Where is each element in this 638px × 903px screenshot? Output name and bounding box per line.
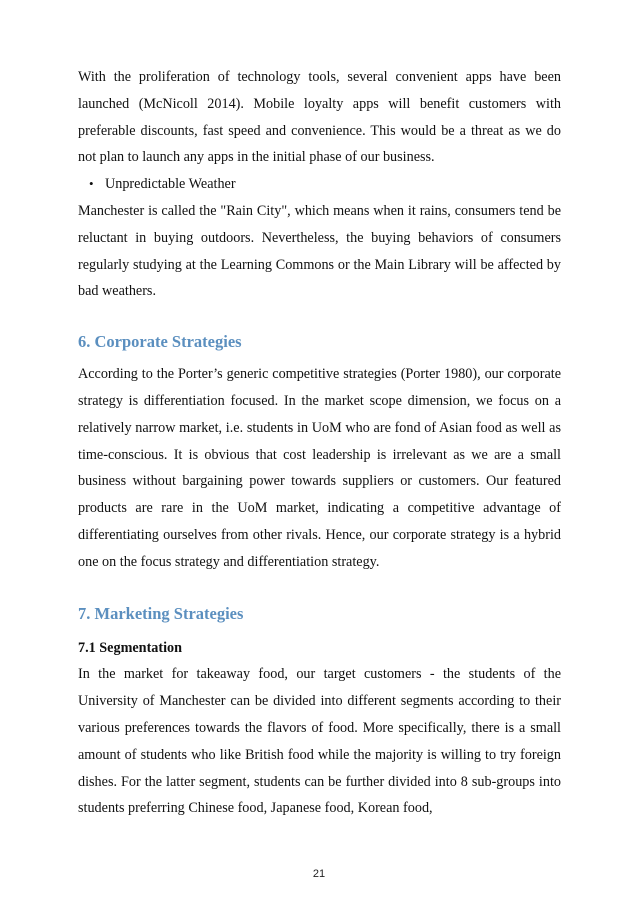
section-6-paragraph: According to the Porter’s generic competitive strategies (Porter 1980), our corporate strategy is differentiation focused. In the market scope dimension, we focus on a relatively narrow market, i.e. students in UoM who are fond of Asian food as well as time-conscious. It is obvious that cost leadership is irrelevant as we are a small business without bargaining power towards suppliers or customers. Our featured products are rare in the UoM market, indicating a competitive advantage of differentiating ourselves from other rivals. Hence, our corporate strategy is a hybrid one on the focus strategy and differentiation strategy. — [78, 366, 561, 570]
subsection-7-1-heading: 7.1 Segmentation — [78, 639, 183, 656]
bullet-label: Unpredictable Weather — [105, 176, 236, 193]
page-number: 21 — [312, 868, 326, 880]
section-7-heading: 7. Marketing Strategies — [78, 603, 244, 623]
document-page — [78, 64, 561, 822]
bullet-item-weather — [78, 171, 561, 198]
intro-paragraph: With the proliferation of technology tools, several convenient apps have been launched (McNicoll 2014). Mobile loyalty apps will benefit customers with preferable discounts, fast speed and convenience. This would be a threat as we do not plan to launch any apps in the initial phase of our business. — [78, 69, 561, 166]
weather-paragraph: Manchester is called the "Rain City", which means when it rains, consumers tend be reluctant in buying outdoors. Nevertheless, the buying behaviors of consumers regularly studying at the Learning Commons or the Main Library will be affected by bad weathers. — [78, 202, 561, 300]
bullet-icon: • — [89, 176, 94, 192]
section-7-1-paragraph: In the market for takeaway food, our target customers - the students of the University of Manchester can be divided into different segments according to their various preferences towards the flavors of food. More specifically, there is a small amount of students who like British food while the majority is willing to try foreign dishes. For the latter segment, students can be further divided into 8 sub-groups into students preferring Chinese food, Japanese food, Korean food, — [78, 666, 561, 817]
section-6-heading: 6. Corporate Strategies — [78, 332, 242, 352]
